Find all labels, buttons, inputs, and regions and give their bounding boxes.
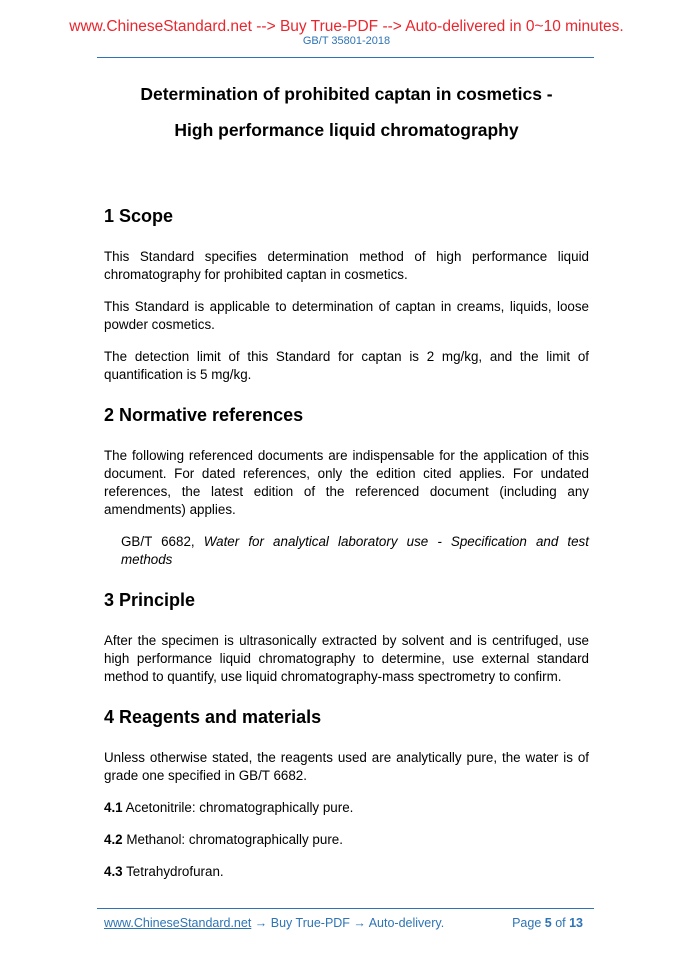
section-heading-reagents: 4 Reagents and materials: [104, 707, 322, 727]
footer-site-link[interactable]: www.ChineseStandard.net: [104, 916, 252, 930]
scope-paragraph-1: This Standard specifies determination method of high performance liquid chromatography for prohibited captan in cosmetics.: [104, 249, 589, 282]
page-total: 13: [569, 916, 583, 930]
reagent-item: [104, 863, 589, 881]
page-number: 5: [544, 916, 552, 930]
footer-promo-text: → Buy True-PDF → Auto-delivery.: [251, 916, 445, 930]
reagent-item: [104, 799, 589, 817]
scope-paragraph-3: The detection limit of this Standard for captan is 2 mg/kg, and the limit of quantification is 5 mg/kg.: [104, 349, 589, 382]
page-of-label: of: [551, 916, 570, 930]
section-heading-principle: 3 Principle: [104, 590, 196, 610]
normative-paragraph-1: The following referenced documents are indispensable for the application of this document. For dated references, only the edition cited applies. For undated references, the latest edition of the referenced document (including any amendments) applies.: [104, 448, 589, 517]
principle-paragraph-1: After the specimen is ultrasonically extracted by solvent and is centrifuged, use high performance liquid chromatography to determine, use external standard method to quantify, use liquid chromatography-mass spectrometry to confirm.: [104, 633, 589, 684]
scope-paragraph-2: This Standard is applicable to determination of captan in creams, liquids, loose powder cosmetics.: [104, 299, 589, 332]
reagent-item-text: Methanol: chromatographically pure.: [122, 832, 343, 847]
promo-banner[interactable]: www.ChineseStandard.net --> Buy True-PDF --> Auto-delivered in 0~10 minutes.: [69, 18, 624, 35]
reagent-item-number: 4.2: [104, 832, 123, 847]
document-body: [104, 205, 589, 881]
section-heading-normative-references: 2 Normative references: [104, 405, 304, 425]
normative-reference-item: [121, 533, 589, 569]
page-indicator: [512, 915, 583, 931]
reagent-item-text: Acetonitrile: chromatographically pure.: [122, 800, 354, 815]
reagent-item-text: Tetrahydrofuran.: [122, 864, 224, 879]
footer-divider: [97, 908, 594, 909]
page-footer: [104, 915, 589, 931]
document-title-line-1: Determination of prohibited captan in cosmetics -: [140, 84, 553, 104]
page-label: Page: [512, 916, 545, 930]
reagent-item-number: 4.3: [104, 864, 123, 879]
reference-code: GB/T 6682,: [121, 534, 204, 549]
reagent-item: [104, 831, 589, 849]
header-divider: [97, 57, 594, 58]
reagents-paragraph-1: Unless otherwise stated, the reagents used are analytically pure, the water is of grade one specified in GB/T 6682.: [104, 750, 589, 783]
document-title-line-2: High performance liquid chromatography: [174, 120, 519, 140]
standard-code-header: GB/T 35801-2018: [302, 35, 391, 47]
reference-title: Water for analytical laboratory use - Specification and test methods: [121, 534, 589, 567]
section-heading-scope: 1 Scope: [104, 206, 174, 226]
reagent-item-number: 4.1: [104, 800, 123, 815]
